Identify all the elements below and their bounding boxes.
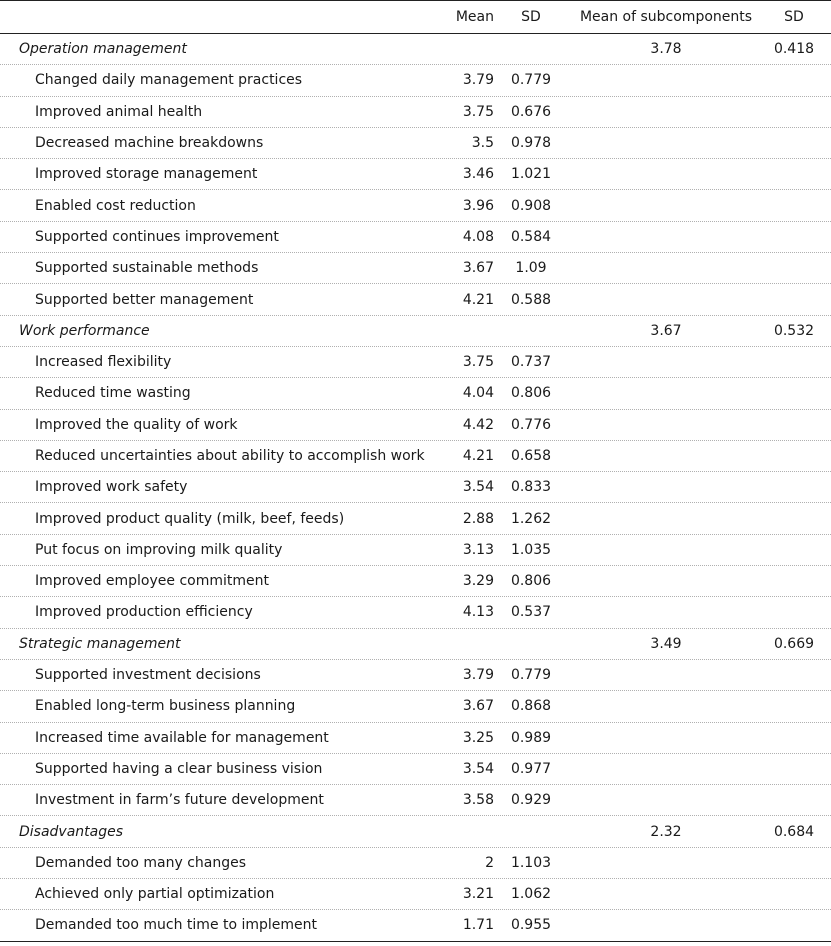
row-mean-subcomponents (580, 222, 752, 252)
row-mean: 3.46 (462, 166, 494, 183)
row-sd (505, 34, 557, 64)
row-label: Enabled cost reduction (35, 197, 196, 214)
row-mean: 3.54 (462, 479, 494, 496)
row-mean-subcomponents (580, 128, 752, 158)
row-label: Decreased machine breakdowns (35, 135, 264, 152)
table-row (0, 660, 831, 691)
row-sd: 1.09 (515, 260, 547, 277)
table-row (0, 597, 831, 628)
row-mean: 2 (485, 854, 494, 871)
row-sd: 0.978 (510, 135, 552, 152)
row-label: Achieved only partial optimization (35, 886, 275, 903)
row-mean-subcomponents (580, 848, 752, 878)
row-mean: 4.04 (462, 385, 494, 402)
row-mean-subcomponents: 3.49 (650, 635, 682, 652)
row-mean: 3.5 (471, 135, 494, 152)
row-mean-subcomponents (580, 660, 752, 690)
row-sd: 1.262 (510, 510, 552, 527)
row-label: Improved storage management (35, 166, 258, 183)
row-sd-subcomponents (765, 566, 823, 596)
row-label: Enabled long-term business planning (35, 698, 296, 715)
row-mean: 1.71 (462, 917, 494, 934)
table-row (0, 535, 831, 566)
table-row (0, 65, 831, 96)
row-mean: 3.54 (462, 760, 494, 777)
table-row (0, 347, 831, 378)
row-mean: 3.96 (462, 197, 494, 214)
row-sd-subcomponents (765, 159, 823, 189)
table-row (0, 848, 831, 879)
row-mean (440, 816, 494, 846)
row-label: Improved employee commitment (35, 573, 269, 590)
row-mean-subcomponents (580, 253, 752, 283)
row-mean: 4.13 (462, 604, 494, 621)
table-body (0, 34, 831, 942)
row-sd: 0.929 (510, 792, 552, 809)
table-row (0, 503, 831, 534)
row-sd-subcomponents: 0.532 (773, 322, 815, 339)
table-row (0, 910, 831, 941)
row-sd: 0.989 (510, 729, 552, 746)
header-mean: Mean (455, 9, 494, 25)
row-sd: 0.833 (510, 479, 552, 496)
row-sd: 0.955 (510, 917, 552, 934)
row-mean-subcomponents (580, 597, 752, 627)
row-sd-subcomponents (765, 190, 823, 220)
section-row (0, 816, 831, 847)
row-mean: 3.75 (462, 103, 494, 120)
row-mean-subcomponents (580, 441, 752, 471)
row-sd: 0.537 (510, 604, 552, 621)
row-mean-subcomponents (580, 785, 752, 815)
row-sd: 0.737 (510, 354, 552, 371)
table-row (0, 97, 831, 128)
row-mean: 3.29 (462, 573, 494, 590)
row-sd-subcomponents (765, 65, 823, 95)
table-header-row (0, 0, 831, 34)
row-sd (505, 816, 557, 846)
row-mean (440, 316, 494, 346)
row-sd: 1.021 (510, 166, 552, 183)
table-row (0, 691, 831, 722)
row-sd-subcomponents (765, 785, 823, 815)
row-sd: 0.779 (510, 667, 552, 684)
row-label: Supported continues improvement (35, 228, 279, 245)
table-row (0, 723, 831, 754)
row-sd: 0.658 (510, 448, 552, 464)
row-mean: 4.21 (462, 448, 494, 464)
row-mean: 3.25 (462, 729, 494, 746)
table-row (0, 754, 831, 785)
row-mean-subcomponents: 2.32 (650, 823, 682, 840)
row-mean-subcomponents: 3.78 (650, 41, 682, 58)
row-mean: 3.13 (462, 541, 494, 558)
table-row (0, 378, 831, 409)
row-label: Reduced time wasting (35, 385, 191, 402)
row-sd-subcomponents (765, 723, 823, 753)
section-row (0, 316, 831, 347)
row-sd-subcomponents (765, 347, 823, 377)
row-label: Increased time available for management (35, 729, 329, 746)
row-label: Changed daily management practices (35, 72, 303, 89)
row-sd-subcomponents (765, 597, 823, 627)
row-sd-subcomponents (765, 128, 823, 158)
row-sd-subcomponents (765, 472, 823, 502)
row-mean-subcomponents (580, 910, 752, 940)
row-sd: 0.776 (510, 416, 552, 433)
table-row (0, 879, 831, 910)
row-mean-subcomponents (580, 503, 752, 533)
row-sd-subcomponents (765, 284, 823, 314)
row-sd: 1.103 (510, 854, 552, 871)
section-row (0, 629, 831, 660)
row-sd-subcomponents (765, 910, 823, 940)
row-mean: 4.08 (462, 228, 494, 245)
row-label: Reduced uncertainties about ability to accomplish work (35, 448, 425, 464)
row-mean-subcomponents (580, 566, 752, 596)
row-sd: 0.806 (510, 573, 552, 590)
table-row (0, 410, 831, 441)
row-label: Put focus on improving milk quality (35, 541, 283, 558)
row-sd-subcomponents: 0.418 (773, 41, 815, 58)
row-sd: 0.676 (510, 103, 552, 120)
row-sd-subcomponents (765, 754, 823, 784)
row-sd-subcomponents (765, 691, 823, 721)
row-label: Operation management (19, 41, 187, 58)
row-mean-subcomponents (580, 284, 752, 314)
row-mean-subcomponents (580, 97, 752, 127)
row-mean-subcomponents (580, 535, 752, 565)
row-sd-subcomponents (765, 660, 823, 690)
row-sd: 0.868 (510, 698, 552, 715)
table-row (0, 566, 831, 597)
table-row (0, 159, 831, 190)
row-label: Demanded too much time to implement (35, 917, 318, 934)
row-mean-subcomponents (580, 410, 752, 440)
row-sd (505, 316, 557, 346)
row-sd: 0.584 (510, 228, 552, 245)
row-sd-subcomponents (765, 222, 823, 252)
row-mean-subcomponents (580, 723, 752, 753)
table-row (0, 441, 831, 472)
row-sd-subcomponents (765, 535, 823, 565)
table-row (0, 222, 831, 253)
row-mean-subcomponents (580, 472, 752, 502)
row-mean-subcomponents (580, 65, 752, 95)
row-mean-subcomponents (580, 190, 752, 220)
row-mean: 4.42 (462, 416, 494, 433)
row-sd-subcomponents (765, 378, 823, 408)
row-label: Improved the quality of work (35, 416, 238, 433)
row-mean: 3.67 (462, 260, 494, 277)
row-mean (440, 629, 494, 659)
row-label: Improved product quality (milk, beef, feeds) (35, 510, 345, 527)
row-mean-subcomponents (580, 347, 752, 377)
row-sd-subcomponents: 0.669 (773, 635, 815, 652)
row-label: Supported investment decisions (35, 667, 261, 684)
row-sd-subcomponents (765, 410, 823, 440)
row-mean-subcomponents (580, 691, 752, 721)
row-mean: 2.88 (462, 510, 494, 527)
row-mean (440, 34, 494, 64)
row-sd: 1.062 (510, 886, 552, 903)
row-sd: 0.977 (510, 760, 552, 777)
row-sd: 0.908 (510, 197, 552, 214)
row-mean: 3.21 (462, 886, 494, 903)
row-sd-subcomponents (765, 253, 823, 283)
row-mean: 3.58 (462, 792, 494, 809)
row-sd-subcomponents (765, 879, 823, 909)
row-sd-subcomponents (765, 503, 823, 533)
header-sd-subcomponents: SD (784, 9, 804, 25)
row-label: Work performance (19, 322, 150, 339)
row-label: Disadvantages (19, 823, 124, 840)
row-label: Increased flexibility (35, 354, 172, 371)
table-row (0, 253, 831, 284)
table-row (0, 128, 831, 159)
header-sd: SD (521, 9, 541, 25)
row-mean-subcomponents (580, 754, 752, 784)
header-mean-subcomponents: Mean of subcomponents (579, 9, 753, 25)
row-mean-subcomponents (580, 159, 752, 189)
row-mean-subcomponents (580, 879, 752, 909)
row-sd-subcomponents (765, 441, 823, 471)
row-sd-subcomponents (765, 848, 823, 878)
row-label: Strategic management (19, 635, 181, 652)
row-sd-subcomponents: 0.684 (773, 823, 815, 840)
row-mean-subcomponents (580, 378, 752, 408)
table-row (0, 472, 831, 503)
row-label: Improved production efficiency (35, 604, 253, 621)
row-sd: 0.806 (510, 385, 552, 402)
table-row (0, 284, 831, 315)
row-label: Improved animal health (35, 103, 203, 120)
row-mean: 3.79 (462, 72, 494, 89)
row-sd: 0.779 (510, 72, 552, 89)
table-row (0, 785, 831, 816)
row-label: Demanded too many changes (35, 854, 247, 871)
row-label: Investment in farm’s future development (35, 792, 324, 809)
row-mean-subcomponents: 3.67 (650, 322, 682, 339)
row-sd: 0.588 (510, 291, 552, 308)
row-label: Supported sustainable methods (35, 260, 259, 277)
row-mean: 3.75 (462, 354, 494, 371)
row-label: Supported better management (35, 291, 254, 308)
row-mean: 4.21 (462, 291, 494, 308)
row-label: Supported having a clear business vision (35, 760, 323, 777)
row-label: Improved work safety (35, 479, 188, 496)
row-mean: 3.67 (462, 698, 494, 715)
table-row (0, 190, 831, 221)
row-sd (505, 629, 557, 659)
row-sd: 1.035 (510, 541, 552, 558)
section-row (0, 34, 831, 65)
row-sd-subcomponents (765, 97, 823, 127)
row-mean: 3.79 (462, 667, 494, 684)
